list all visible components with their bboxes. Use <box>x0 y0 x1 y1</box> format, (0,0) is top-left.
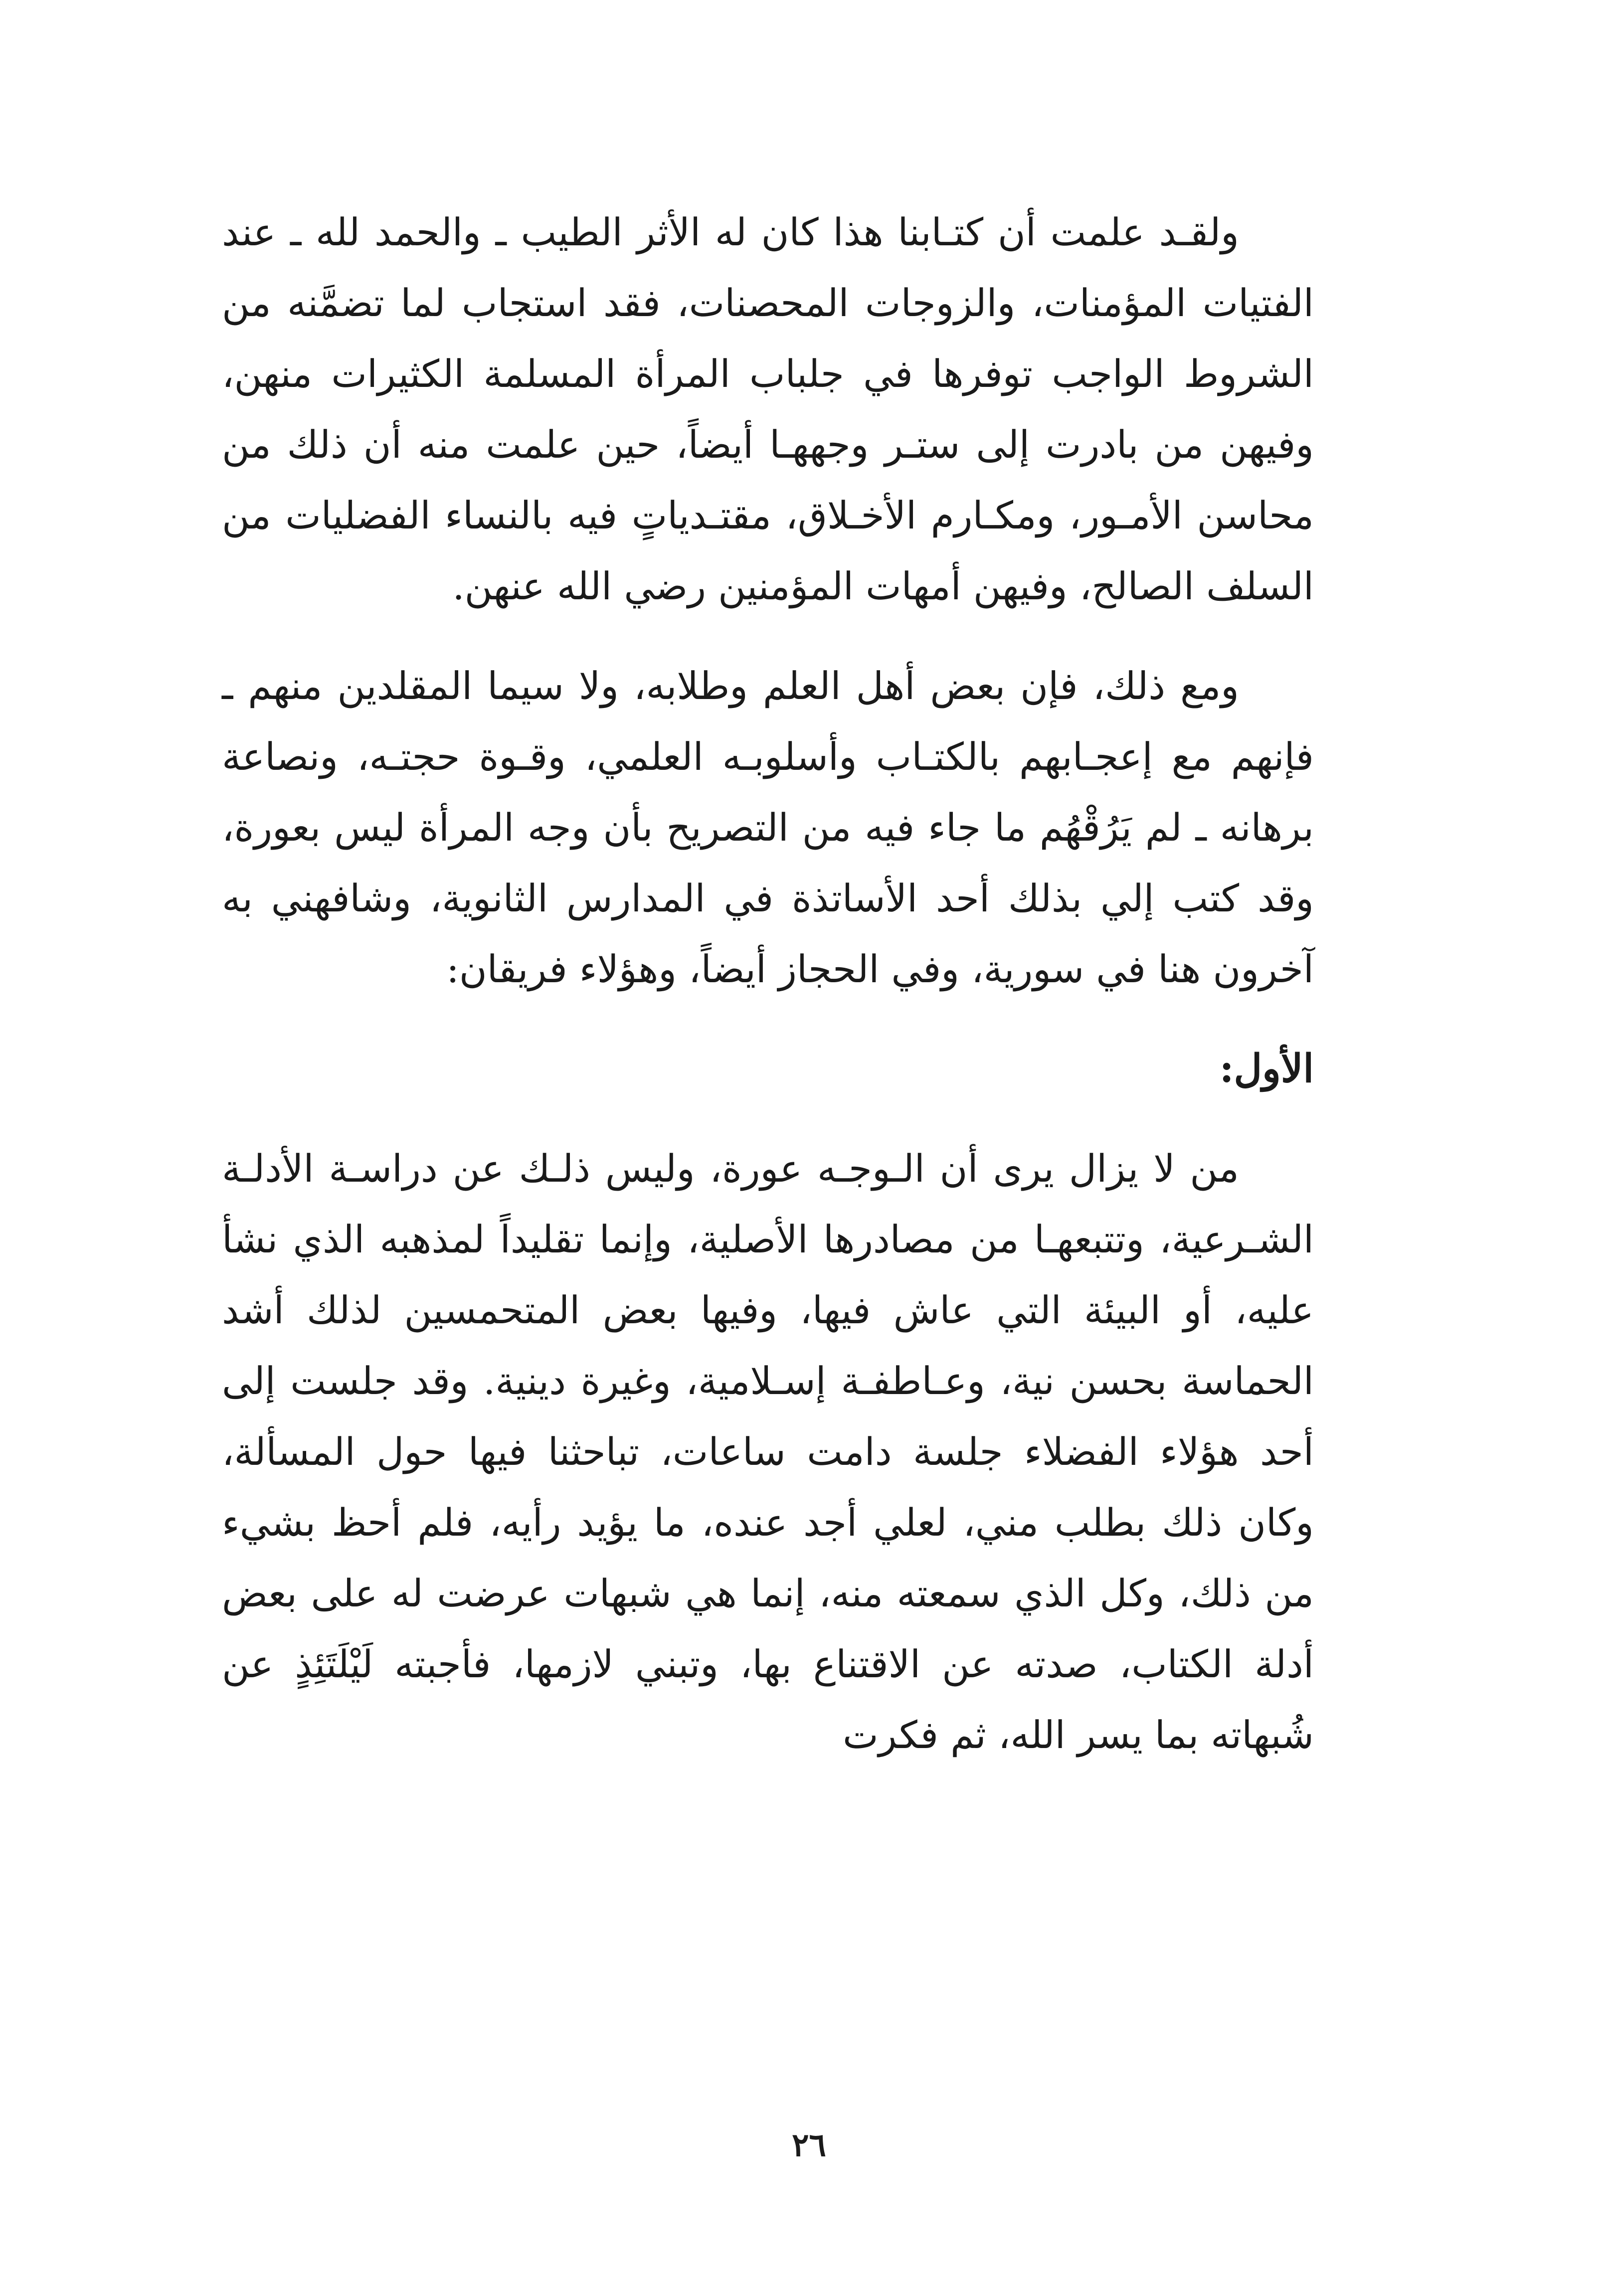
paragraph-3: من لا يزال يرى أن الـوجـه عورة، وليس ذلـك عن دراسـة الأدلـة الشـرعية، وتتبعهـا من مصادرها الأصلية، وإنما تقليداً لمذهبه الذي نشأ عليه، أو البيئة التي عاش فيها، وفيها بعض المتحمسين لذلك أشد الحماسة بحسن نية، وعـاطفـة إسـلامية، وغيرة دينية. وقد جلست إلى أحد هؤلاء الفضلاء جلسة دامت ساعات، تباحثنا فيها حول المسألة، وكان ذلك بطلب مني، لعلي أجد عنده، ما يؤيد رأيه، فلم أحظ بشيء من ذلك، وكل الذي سمعته منه، إنما هي شبهات عرضت له على بعض أدلة الكتاب، صدته عن الاقتناع بها، وتبني لازمها، فأجبته لَيْلَتَئِذٍ عن شُبهاته بما يسر الله، ثم فكرت <box>222 1146 1314 1757</box>
document-body <box>222 197 1314 1770</box>
page-number: ٢٦ <box>792 2126 826 2164</box>
paragraph-1: ولقـد علمت أن كتـابنا هذا كان له الأثر الطيب ـ والحمد لله ـ عند الفتيات المؤمنات، والزوجات المحصنات، فقد استجاب لما تضمَّنه من الشروط الواجب توفرها في جلباب المرأة المسلمة الكثيرات منهن، وفيهن من بادرت إلى ستـر وجههـا أيضاً، حين علمت منه أن ذلك من محاسن الأمـور، ومكـارم الأخـلاق، مقتـدياتٍ فيه بالنساء الفضليات من السلف الصالح، وفيهن أمهات المؤمنين رضي الله عنهن. <box>222 210 1314 608</box>
paragraph-2: ومع ذلك، فإن بعض أهل العلم وطلابه، ولا سيما المقلدين منهم ـ فإنهم مع إعجـابهم بالكتـاب وأسلوبـه العلمي، وقـوة حجتـه، ونصاعة برهانه ـ لم يَرُقْهُم ما جاء فيه من التصريح بأن وجه المرأة ليس بعورة، وقد كتب إلي بذلك أحد الأساتذة في المدارس الثانوية، وشافهني به آخرون هنا في سورية، وفي الحجاز أيضاً، وهؤلاء فريقان: <box>222 664 1314 991</box>
section-heading: الأول: <box>1219 1046 1314 1091</box>
